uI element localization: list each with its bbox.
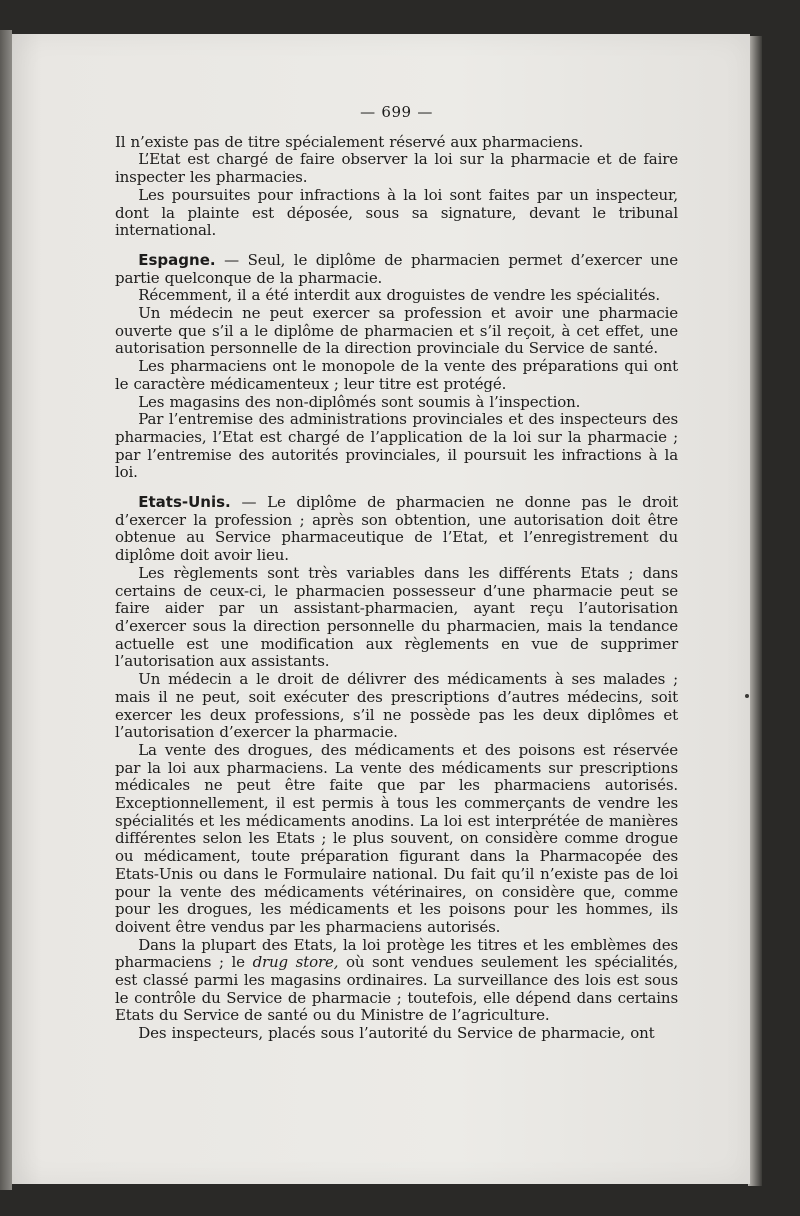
section-heading-espagne: Espagne. <box>138 250 216 269</box>
paragraph: Il n’existe pas de titre spécialement réservé aux pharmaciens. <box>115 132 584 151</box>
page-number: — 699 — <box>360 103 433 121</box>
paragraph: Les poursuites pour infractions à la loi sont faites par un inspecteur, dont la plainte est déposée, sous sa signature, devant le tribunal international. <box>115 185 678 240</box>
section-lead-text: — Seul, le diplôme de pharmacien permet d’exercer une partie quelconque de la pharmacie. <box>115 250 678 287</box>
section-lead-text: — Le diplôme de pharmacien ne donne pas le droit d’exercer la profession ; après son obtention, une autorisation doit être obtenue au Service pharmaceutique de l’Etat, et l’enregistrement du diplôme doit avoir lieu. <box>115 493 678 565</box>
italic-term: drug store, <box>252 953 339 972</box>
paragraph <box>115 494 678 565</box>
page-edge-shadow <box>748 36 762 1186</box>
paragraph <box>115 937 678 1026</box>
text-run: Dans la plupart des Etats, la loi protège les titres et les emblèmes des pharmaciens ; le <box>115 935 678 972</box>
section-espagne <box>115 252 678 482</box>
paragraph: Les pharmaciens ont le monopole de la vente des préparations qui ont le caractère médicamenteux ; leur titre est protégé. <box>115 357 678 393</box>
paragraph: Les règlements sont très variables dans les différents Etats ; dans certains de ceux-ci, le pharmacien possesseur d’une pharmacie peut se faire aider par un assistant-pharmacien, ayant reçu l’autorisation d’exercer sous la direction personnelle du pharmacien, mais la tendance actuelle est une modification aux règlements en vue de supprimer l’autorisation aux assistants. <box>115 563 678 671</box>
paragraph: Des inspecteurs, placés sous l’autorité du Service de pharmacie, ont <box>138 1024 655 1043</box>
paragraph <box>115 252 678 287</box>
paragraph: Les magasins des non-diplômés sont soumis à l’inspection. <box>138 392 581 411</box>
section-etats-unis <box>115 494 678 1043</box>
paragraph: Un médecin a le droit de délivrer des médicaments à ses malades ; mais il ne peut, soit exécuter des prescriptions d’autres médecins, soit exercer les deux professions, s’il ne possède pas les deux diplômes et l’autorisation d’exercer la pharmacie. <box>115 670 678 742</box>
paragraph: L’Etat est chargé de faire observer la loi sur la pharmacie et de faire inspecter les pharmacies. <box>115 150 678 187</box>
margin-mark <box>745 694 749 698</box>
paragraph: Par l’entremise des administrations provinciales et des inspecteurs des pharmacies, l’Etat est chargé de l’application de la loi sur la pharmacie ; par l’entremise des autorités provinciales, il poursuit les infractions à la loi. <box>115 410 678 482</box>
book-page <box>12 34 750 1184</box>
page-text <box>115 104 678 1043</box>
text-run: où sont vendues seulement les spécialités, est classé parmi les magasins ordinaires. La surveillance des lois est sous le contrôle du Service de pharmacie ; toutefois, elle dépend dans certains Etats du Service de santé ou du Ministre de l’agriculture. <box>115 953 678 1025</box>
paragraph: La vente des drogues, des médicaments et des poisons est réservée par la loi aux pharmaciens. La vente des médicaments sur prescriptions médicales ne peut être faite que par les pharmaciens autorisés. Exceptionnellement, il est permis à tous les commerçants de vendre les spécialités et les médicaments anodins. La loi est interprétée de manières différentes selon les Etats ; le plus souvent, on considère comme drogue ou médicament, toute préparation figurant dans la Pharmacopée des Etats-Unis ou dans le Formulaire national. Du fait qu’il n’existe pas de loi pour la vente des médicaments vétérinaires, on considère que, comme pour les drogues, les médicaments et les poisons pour les hommes, ils doivent être vendus par les pharmaciens autorisés. <box>115 740 678 936</box>
paragraph: Un médecin ne peut exercer sa profession et avoir une pharmacie ouverte que s’il a le diplôme de pharmacien et s’il reçoit, à cet effet, une autorisation personnelle de la direction provinciale du Service de santé. <box>115 304 678 358</box>
facing-page-edge <box>0 30 12 1190</box>
paragraph: Récemment, il a été interdit aux droguistes de vendre les spécialités. <box>138 286 660 305</box>
section-heading-etats-unis: Etats-Unis. <box>138 493 231 512</box>
